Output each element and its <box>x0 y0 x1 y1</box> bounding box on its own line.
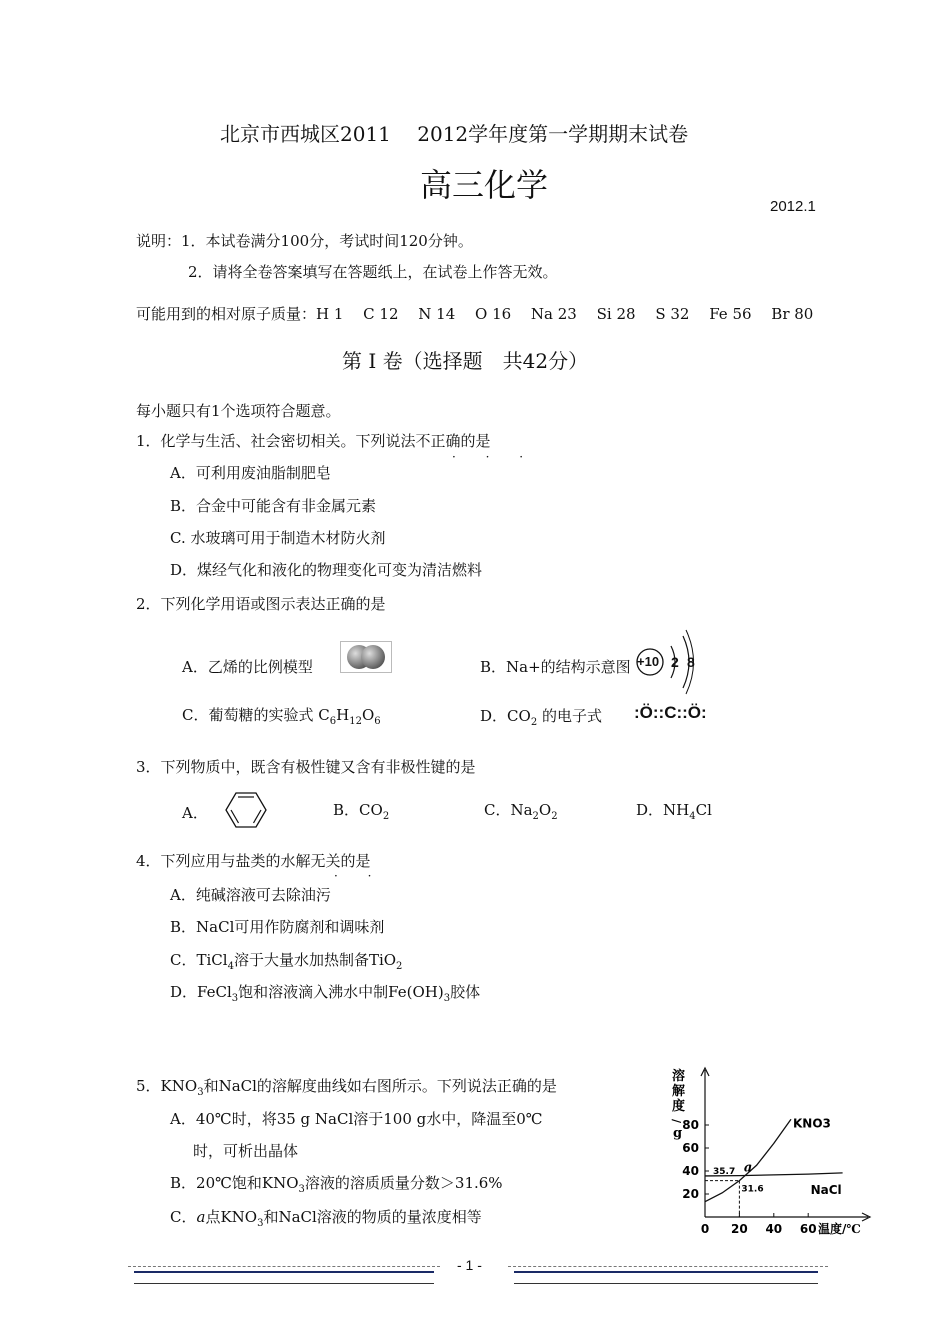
q2-option-d <box>480 705 602 728</box>
section-title: 第 I 卷（选择题 共42分） <box>342 349 589 373</box>
q5-stem <box>136 1075 557 1098</box>
q4-d-sub: 3 <box>231 993 239 1004</box>
x-tick-label: 0 <box>700 1222 710 1236</box>
solubility-chart <box>660 1062 875 1257</box>
q4-option-b: B．NaCl可用作防腐剂和调味剂 <box>170 918 385 936</box>
benzene-ring-icon <box>225 791 267 829</box>
q3-c-sub-1: 2 <box>532 811 539 822</box>
q2-c-o: O <box>361 706 375 724</box>
q3-option-c <box>484 799 558 822</box>
q5-stem-sub: 3 <box>197 1087 204 1098</box>
q3-d-cl: Cl <box>695 801 712 819</box>
subject-title: 高三化学 <box>420 166 549 204</box>
footer-rule-left <box>128 1266 440 1267</box>
y-tick-label: 80 <box>682 1118 699 1132</box>
footer-rule-left-bold <box>134 1271 434 1273</box>
x-axis-label: 温度/℃ <box>818 1222 861 1236</box>
q2-c-sub-1: 6 <box>329 716 337 727</box>
q3-option-a: A． <box>182 804 208 822</box>
y-tick-label: 60 <box>682 1141 699 1155</box>
sodium-nucleus-label: +10 <box>637 654 660 669</box>
annotation-31-6: 31.6 <box>741 1184 764 1195</box>
instruction: 每小题只有1个选项符合题意。 <box>136 402 341 420</box>
atomic-masses: 可能用到的相对原子质量：H 1 C 12 N 14 O 16 Na 23 Si 28 S 32 Fe 56 Br 80 <box>136 305 814 323</box>
y-axis-label: 度 <box>672 1099 686 1114</box>
q4-option-a: A．纯碱溶液可去除油污 <box>170 886 331 904</box>
q4-option-d <box>170 981 480 1004</box>
q4-d-text: D．FeCl <box>170 983 232 1001</box>
q5-option-a-line2: 时，可析出晶体 <box>193 1142 299 1160</box>
q2-d-sub: 2 <box>530 717 538 728</box>
q4-c-text: C．TiCl <box>170 951 228 969</box>
q1-emphasis-dots: · · · <box>452 450 537 464</box>
q4-c-sub: 4 <box>227 961 234 972</box>
page-number: - 1 - <box>457 1257 482 1273</box>
q2-option-b: B．Na+的结构示意图 <box>480 658 631 676</box>
notes-item-2: 2．请将全卷答案填写在答题纸上，在试卷上作答无效。 <box>188 263 558 281</box>
y-axis-label-unit: g <box>673 1126 683 1141</box>
y-axis-label: 解 <box>672 1084 686 1099</box>
sodium-shell-2: 8 <box>687 654 695 670</box>
q5-option-b <box>170 1172 503 1195</box>
q4-option-c <box>170 949 402 972</box>
q1-option-b: B．合金中可能含有非金属元素 <box>170 497 377 515</box>
q4-d-sub-2: 3 <box>443 993 451 1004</box>
y-axis-label-slash: / <box>670 1119 683 1124</box>
q4-c-mid: 溶于大量水加热制备TiO <box>233 951 397 969</box>
q5-b-suffix: 溶液的溶质质量分数＞31.6% <box>304 1174 503 1192</box>
x-tick-label: 60 <box>799 1222 817 1236</box>
q2-d-suffix: 的电子式 <box>537 707 602 725</box>
ethylene-model-icon <box>340 641 392 673</box>
exam-date: 2012.1 <box>770 198 816 215</box>
q5-c-text: C． <box>170 1208 197 1226</box>
q5-b-sub: 3 <box>298 1184 305 1195</box>
q2-d-text: D．CO <box>480 707 531 725</box>
q4-c-sub-2: 2 <box>396 961 403 972</box>
q5-option-a-line1: A．40℃时，将35 g NaCl溶于100 g水中，降温至0℃ <box>170 1110 543 1128</box>
q4-emphasis-dots: · · <box>334 869 385 883</box>
x-tick-label: 20 <box>731 1222 748 1236</box>
exam-title: 北京市西城区2011 2012学年度第一学期期末试卷 <box>220 122 689 146</box>
q3-c-sub-2: 2 <box>551 811 558 822</box>
q1-stem: 1．化学与生活、社会密切相关。下列说法不正确的是 <box>136 432 491 450</box>
q5-stem-pre: 5．KNO <box>136 1077 198 1095</box>
q5-c-point-a: a <box>196 1208 206 1226</box>
co2-electron-formula: :Ö::C::Ö: <box>634 703 707 722</box>
q5-c-suffix: 和NaCl溶液的物质的量浓度相等 <box>263 1208 482 1226</box>
q2-c-h: H <box>336 706 350 724</box>
annotation-35-7: 35.7 <box>713 1166 736 1177</box>
q3-option-d <box>636 799 712 822</box>
q4-d-mid: 饱和溶液滴入沸水中制Fe(OH) <box>238 983 444 1001</box>
q2-option-a: A．乙烯的比例模型 <box>182 658 313 676</box>
footer-rule-right-bold <box>514 1271 818 1273</box>
point-a-label: a <box>743 1160 753 1176</box>
q3-stem: 3．下列物质中，既含有极性键又含有非极性键的是 <box>136 758 476 776</box>
q3-d-text: D．NH <box>636 801 690 819</box>
footer-rule-right <box>508 1266 828 1267</box>
notes-item-1: 1．本试卷满分100分，考试时间120分钟。 <box>181 232 473 250</box>
q3-b-text: B．CO <box>333 801 383 819</box>
y-tick-label: 20 <box>682 1187 699 1201</box>
q3-b-sub: 2 <box>382 811 390 822</box>
q2-c-text: C．葡萄糖的实验式 C <box>182 706 330 724</box>
q3-d-sub: 4 <box>689 811 696 822</box>
q3-option-b <box>333 799 389 822</box>
footer-rule-left-thin <box>134 1283 434 1284</box>
series-label-nacl: NaCl <box>810 1182 842 1197</box>
q2-stem: 2．下列化学用语或图示表达正确的是 <box>136 595 386 613</box>
q3-c-o: O <box>538 801 552 819</box>
q3-c-text: C．Na <box>484 801 533 819</box>
series-label-kno3: KNO3 <box>793 1116 831 1131</box>
notes-line-1 <box>136 230 473 251</box>
y-axis-label: 溶 <box>672 1069 686 1084</box>
sodium-shell-1: 2 <box>671 654 679 670</box>
y-tick-label: 40 <box>682 1164 699 1178</box>
q5-option-c <box>170 1206 482 1229</box>
notes-label: 说明： <box>136 232 182 250</box>
q1-option-d: D．煤经气化和液化的物理变化可变为清洁燃料 <box>170 561 483 579</box>
x-tick-label: 40 <box>765 1222 783 1236</box>
q4-stem: 4．下列应用与盐类的水解无关的是 <box>136 852 371 870</box>
q5-c-sub: 3 <box>257 1218 264 1229</box>
q2-c-sub-3: 6 <box>374 716 381 727</box>
q4-d-suffix: 胶体 <box>450 983 481 1001</box>
q1-option-c: C. 水玻璃可用于制造木材防火剂 <box>170 529 386 547</box>
q2-option-c <box>182 704 381 727</box>
q5-b-text: B．20℃饱和KNO <box>170 1174 299 1192</box>
q1-option-a: A．可利用废油脂制肥皂 <box>170 464 331 482</box>
q2-c-sub-2: 12 <box>349 716 362 727</box>
q5-c-mid: 点KNO <box>205 1208 258 1226</box>
q5-stem-suffix: 和NaCl的溶解度曲线如右图所示。下列说法正确的是 <box>203 1077 557 1095</box>
footer-rule-right-thin <box>514 1283 818 1284</box>
